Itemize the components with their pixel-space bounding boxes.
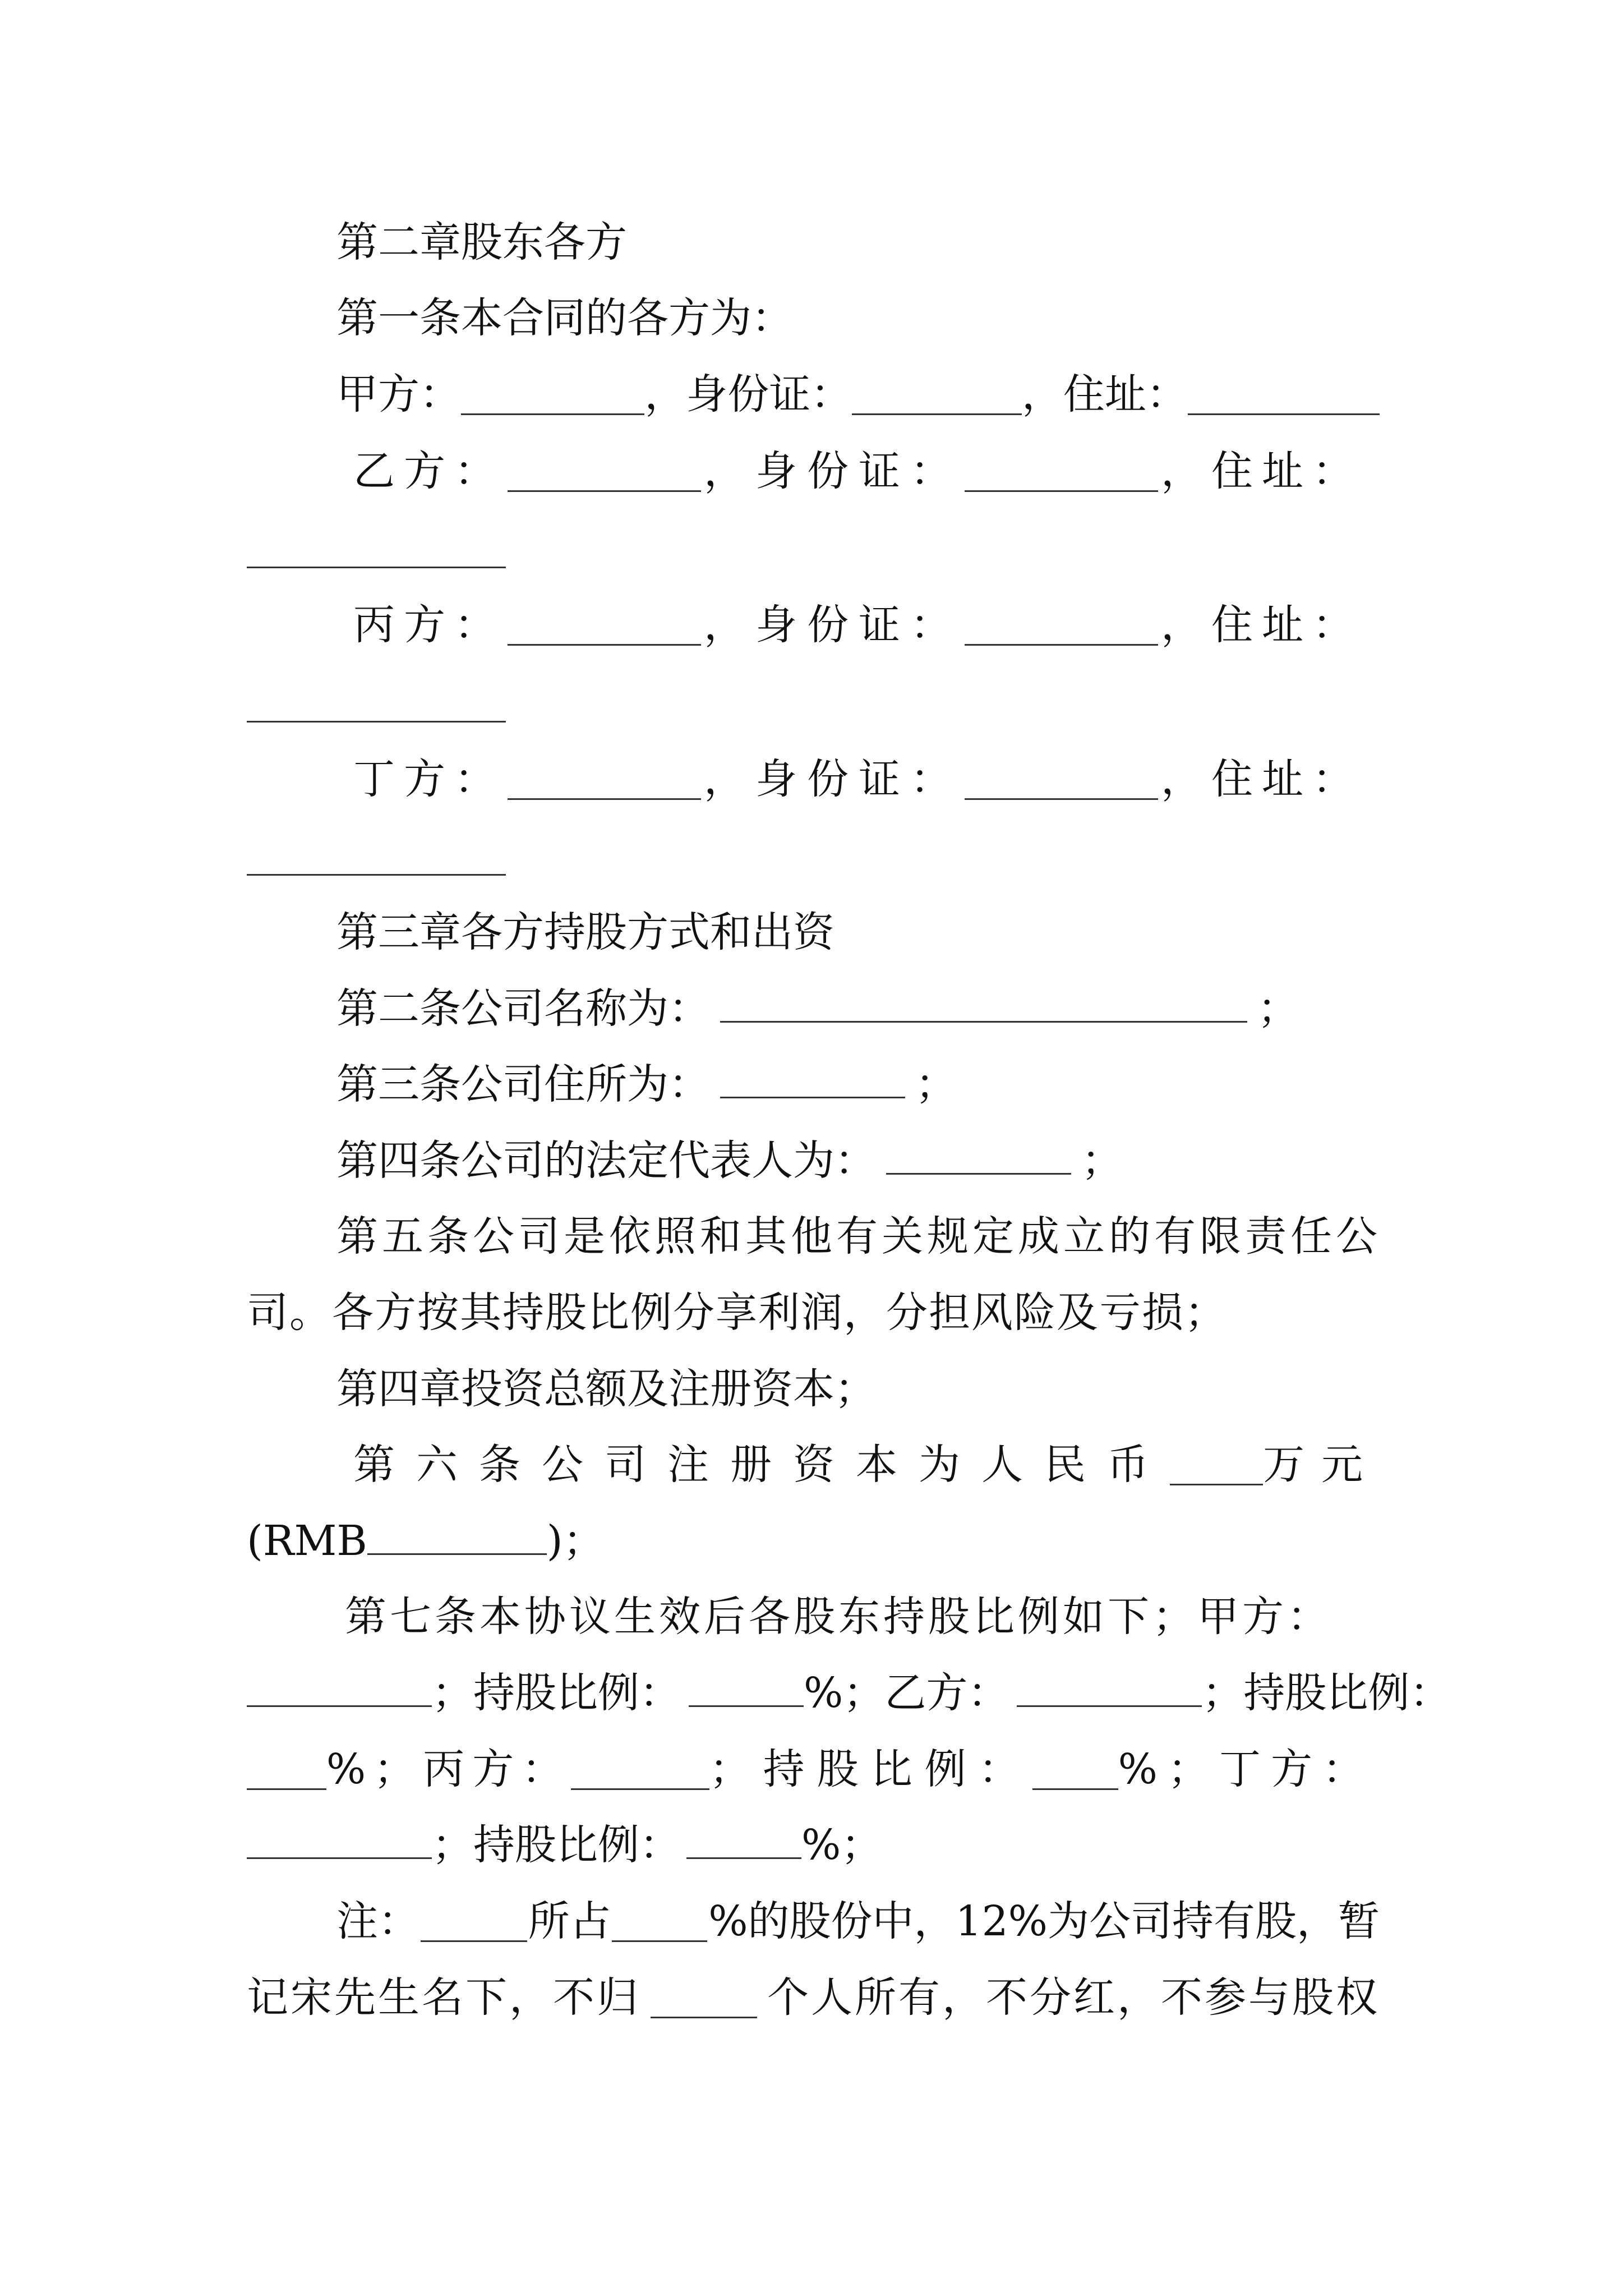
party-b-name-blank [508,490,701,492]
party-d-line [353,755,1363,803]
party-c-address-blank [247,721,506,723]
party-b-ratio-label: ；持股比例： [1202,1669,1451,1717]
party-a-shareholder-blank [247,1705,432,1707]
article-3-end: ； [915,1060,957,1108]
article-6-unit: 万元 [1263,1441,1380,1489]
note-person-blank [651,2017,757,2018]
party-a-id-label: ，身份证： [644,370,852,418]
party-d-address-blank [247,874,506,876]
party-b-label: 乙方： [353,447,505,495]
note-share-blank [612,1940,707,1942]
party-b-id-blank [965,490,1158,492]
article-3-label: 第三条公司住所为： [336,1060,710,1108]
chapter-4-heading: 第四章投资总额及注册资本； [336,1365,876,1413]
note-line-1 [336,1897,1380,1945]
party-d-ratio-blank [686,1857,801,1859]
article-7-end: %； [801,1821,883,1869]
article-3-line [336,1060,957,1108]
party-a-line [336,370,1380,418]
note-share-label: 所占 [528,1897,611,1945]
article-4-end: ； [1081,1137,1123,1185]
article-4-label: 第四条公司的法定代表人为： [336,1137,876,1185]
chapter-3-heading: 第三章各方持股方式和出资 [336,908,834,956]
party-b-ratio-blank [247,1788,326,1790]
party-d-name-blank [508,798,701,800]
party-b-address-blank [247,567,506,568]
article-6-label: 第六条公司注册资本为人民币 [353,1441,1170,1489]
party-c-ratio-prefix: %；丙方： [326,1745,571,1793]
party-d-id-blank [965,798,1158,800]
party-c-ratio-blank [1032,1788,1118,1790]
party-d-address-label: ，住址： [1161,755,1363,803]
party-c-name-blank [508,644,701,646]
article-1-line: 第一条本合同的各方为： [336,294,793,342]
article-4-line [336,1137,1123,1185]
party-d-id-label: ，身份证： [704,755,962,803]
company-name-blank [720,1021,1247,1023]
party-d-ratio-label: ；持股比例： [432,1821,681,1869]
article-2-end: ； [1257,984,1299,1033]
party-b-line [353,447,1363,495]
note-line-2-start: 记宋先生名下，不归 [247,1973,640,2022]
party-a-address-label: ，住址： [1021,370,1188,418]
party-a-ratio-blank [689,1705,804,1707]
legal-rep-blank [886,1173,1071,1175]
party-b-id-label: ，身份证： [704,447,962,495]
note-label: 注： [336,1897,419,1945]
party-d-label: 丁方： [353,755,505,803]
party-a-address-blank [1188,413,1380,415]
registered-capital-blank [1170,1484,1263,1485]
party-c-ratio-label: ；持股比例： [709,1745,1032,1793]
article-6-line-1 [353,1441,1380,1489]
article-7-line-2 [247,1669,1451,1717]
party-a-name-blank [461,413,644,415]
note-holder-blank [421,1940,527,1942]
rmb-label: (RMB [247,1517,367,1565]
rmb-amount-blank [367,1553,547,1555]
party-a-id-blank [852,413,1022,415]
party-c-label: 丙方： [353,601,505,649]
note-line-2 [247,1973,1380,2022]
party-b-address-label: ，住址： [1161,447,1363,495]
party-c-id-blank [965,644,1158,646]
party-d-shareholder-blank [247,1857,432,1859]
article-2-label: 第二条公司名称为： [336,984,710,1033]
party-b-shareholder-blank [1017,1705,1202,1707]
party-c-id-label: ，身份证： [704,601,962,649]
chapter-2-heading: 第二章股东各方 [336,218,627,266]
article-2-line [336,984,1299,1033]
article-7-line-3 [247,1745,1374,1793]
company-address-blank [720,1097,905,1098]
rmb-end: )； [546,1517,605,1565]
article-7-line-1: 第七条本协议生效后各股东持股比例如下；甲方： [345,1593,1332,1641]
party-d-ratio-prefix: %；丁方： [1118,1745,1374,1793]
party-a-ratio-label: ；持股比例： [432,1669,681,1717]
article-7-line-4 [247,1821,883,1869]
party-c-line [353,601,1363,649]
article-5-line-1: 第五条公司是依照和其他有关规定成立的有限责任公 [336,1212,1381,1260]
party-a-label: 甲方： [336,370,461,418]
party-b-ratio-prefix: %；乙方： [804,1669,1009,1717]
article-5-line-2: 司。各方按其持股比例分享利润，分担风险及亏损； [247,1289,1227,1337]
party-c-address-label: ，住址： [1161,601,1363,649]
party-c-shareholder-blank [571,1788,709,1790]
article-6-line-2 [247,1517,605,1565]
note-share-text: %的股份中，12%为公司持有股，暂 [708,1897,1380,1945]
note-line-2-end: 个人所有，不分红，不参与股权 [767,1973,1380,2022]
